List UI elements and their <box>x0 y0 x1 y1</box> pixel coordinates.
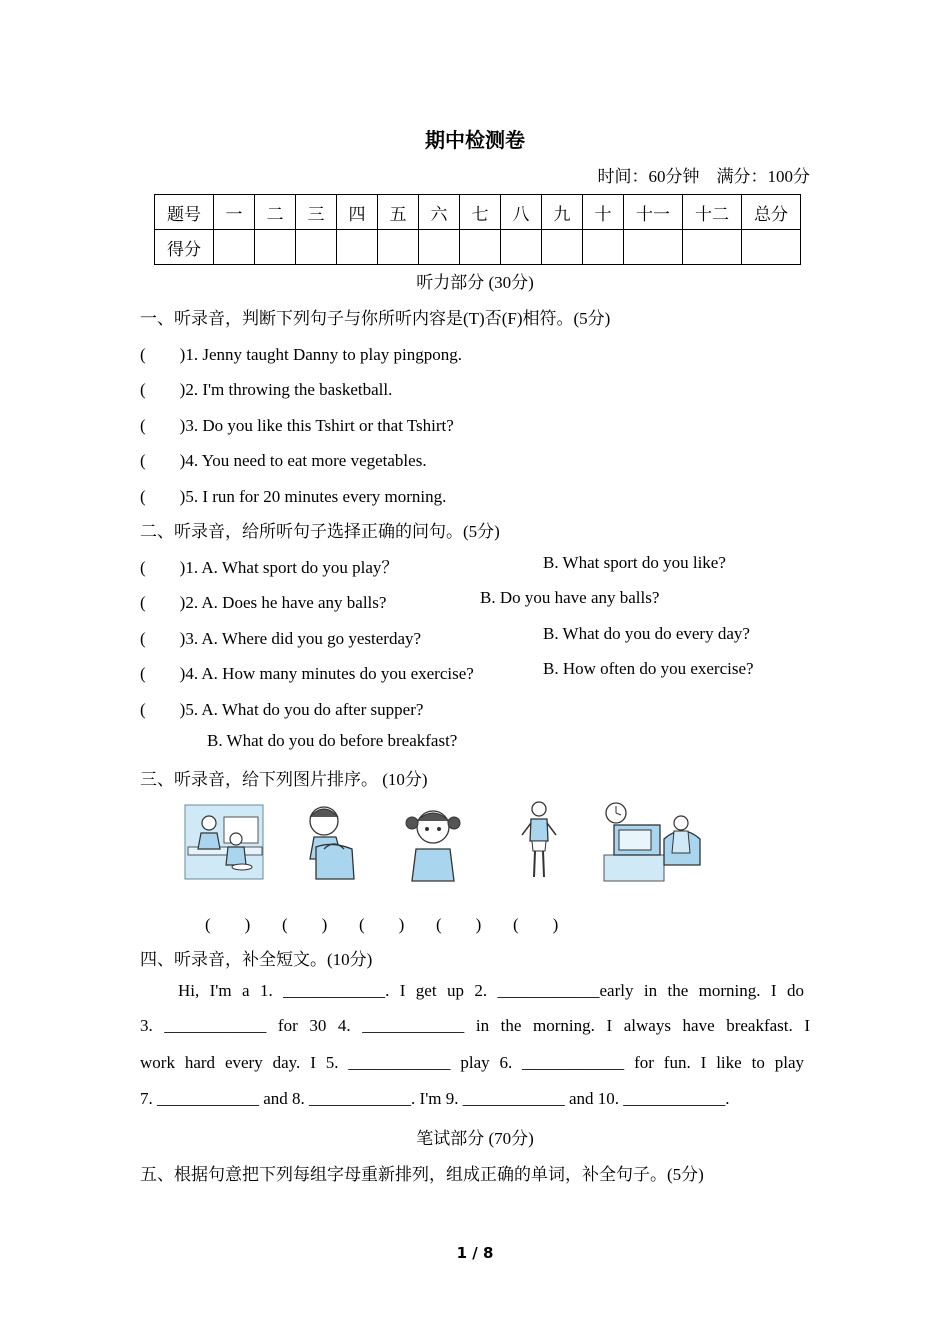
picture-boy-jump-rope <box>514 798 564 884</box>
list-item: ( )1. Jenny taught Danny to play pingpong. <box>140 345 463 364</box>
list-item: ( )2. A. Does he have any balls? <box>140 593 387 612</box>
table-cell: 二 <box>255 195 296 230</box>
option-b: B. Do you have any balls? <box>480 588 660 607</box>
table-cell: 得分 <box>155 230 214 265</box>
table-cell: 十 <box>583 195 624 230</box>
score-cell <box>583 230 624 265</box>
order-bracket[interactable]: ( ) <box>359 915 405 934</box>
listening-header: 听力部分 (30分) <box>416 273 534 292</box>
score-cell <box>542 230 583 265</box>
page-number: 1 / 8 <box>456 1244 494 1262</box>
score-cell <box>501 230 542 265</box>
table-cell: 十一 <box>624 195 683 230</box>
option-b: B. What do you do every day? <box>543 624 750 643</box>
score-cell <box>296 230 337 265</box>
option-b: B. What do you do before breakfast? <box>207 731 458 750</box>
table-cell: 十二 <box>683 195 742 230</box>
list-item: ( )4. A. How many minutes do you exercise? <box>140 664 474 683</box>
list-item: ( )3. Do you like this Tshirt or that Tshirt? <box>140 416 454 435</box>
picture-boy-watching-tv <box>602 798 702 884</box>
picture-girl-pigtails <box>402 798 464 884</box>
list-item: ( )1. A. What sport do you play？ <box>140 558 399 577</box>
score-cell <box>624 230 683 265</box>
list-item: ( )4. You need to eat more vegetables. <box>140 451 427 470</box>
table-cell: 五 <box>378 195 419 230</box>
score-table <box>154 194 801 265</box>
table-cell: 总分 <box>742 195 801 230</box>
score-cell <box>419 230 460 265</box>
page-title: 期中检测卷 <box>425 128 525 152</box>
table-cell: 一 <box>214 195 255 230</box>
option-b: B. How often do you exercise? <box>543 659 754 678</box>
table-cell: 七 <box>460 195 501 230</box>
list-item: ( )2. I'm throwing the basketball. <box>140 380 393 399</box>
score-cell <box>337 230 378 265</box>
picture-girl-bag <box>302 798 362 884</box>
order-bracket[interactable]: ( ) <box>205 915 251 934</box>
list-item: ( )5. A. What do you do after supper? <box>140 700 424 719</box>
picture-order-brackets <box>205 910 590 935</box>
score-cell <box>742 230 801 265</box>
section3-heading: 三、听录音，给下列图片排序。 (10分) <box>140 770 428 789</box>
section5-heading: 五、根据句意把下列每组字母重新排列，组成正确的单词，补全句子。(5分) <box>140 1165 704 1184</box>
list-item: ( )3. A. Where did you go yesterday? <box>140 629 422 648</box>
passage-line: Hi, I'm a 1. ____________. I get up 2. ____________early in the morning. I do <box>178 981 804 1000</box>
score-cell <box>214 230 255 265</box>
table-cell: 三 <box>296 195 337 230</box>
order-bracket[interactable]: ( ) <box>513 915 559 934</box>
option-b: B. What sport do you like? <box>543 553 726 572</box>
table-cell: 四 <box>337 195 378 230</box>
section4-heading: 四、听录音，补全短文。(10分) <box>140 950 373 969</box>
score-cell <box>460 230 501 265</box>
section2-heading: 二、听录音，给所听句子选择正确的问句。(5分) <box>140 522 500 541</box>
table-cell: 六 <box>419 195 460 230</box>
passage-line: 7. ____________ and 8. ____________. I'm 9. ____________ and 10. ____________. <box>140 1089 730 1108</box>
order-bracket[interactable]: ( ) <box>282 915 328 934</box>
passage-line: 3. ____________ for 30 4. ____________ in the morning. I always have breakfast. I <box>140 1016 810 1035</box>
written-header: 笔试部分 (70分) <box>416 1129 534 1148</box>
table-row <box>155 195 801 230</box>
exam-info: 时间：60分钟 满分：100分 <box>597 167 810 186</box>
table-row <box>155 230 801 265</box>
section1-heading: 一、听录音，判断下列句子与你所听内容是(T)否(F)相符。(5分) <box>140 309 611 328</box>
score-cell <box>683 230 742 265</box>
table-cell: 题号 <box>155 195 214 230</box>
order-bracket[interactable]: ( ) <box>436 915 482 934</box>
table-cell: 八 <box>501 195 542 230</box>
table-cell: 九 <box>542 195 583 230</box>
passage-line: work hard every day. I 5. ____________ play 6. ____________ for fun. I like to play <box>140 1053 804 1072</box>
list-item: ( )5. I run for 20 minutes every morning. <box>140 487 447 506</box>
score-cell <box>378 230 419 265</box>
picture-kids-computer <box>184 798 266 884</box>
score-cell <box>255 230 296 265</box>
